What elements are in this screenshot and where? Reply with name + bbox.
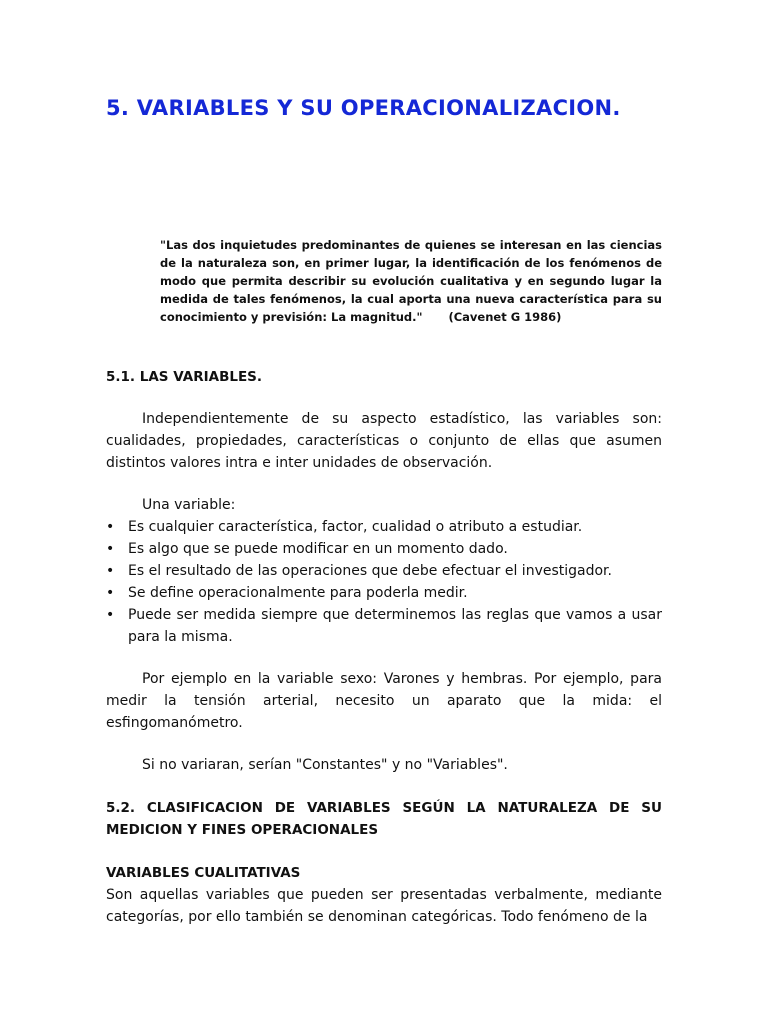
example-paragraph: Por ejemplo en la variable sexo: Varones y hembras. Por ejemplo, para medir la tensión arterial, necesito un aparato que la mida: el esfingomanómetro. xyxy=(106,671,662,731)
subheading-qualitative: VARIABLES CUALITATIVAS xyxy=(106,865,301,881)
list-item: • Es algo que se puede modificar en un momento dado. xyxy=(106,538,662,560)
quote-text: "Las dos inquietudes predominantes de quienes se interesan en las ciencias de la naturaleza son, en primer lugar, la identificación de los fenómenos de modo que permita describir su evolución cualitativa y en segundo lugar la medida de tales fenómenos, la cual aporta una nueva característica para su conocimiento y previsión: La magnitud." xyxy=(160,238,662,324)
list-item: • Es el resultado de las operaciones que debe efectuar el investigador. xyxy=(106,560,662,582)
qualitative-paragraph: Son aquellas variables que pueden ser presentadas verbalmente, mediante categorías, por ello también se denominan categóricas. Todo fenómeno de la xyxy=(106,887,662,925)
list-item: • Puede ser medida siempre que determinemos las reglas que vamos a usar para la misma. xyxy=(106,604,662,648)
epigraph-quote xyxy=(160,236,662,326)
constants-note: Si no variaran, serían "Constantes" y no "Variables". xyxy=(142,757,508,773)
variable-characteristics-list xyxy=(106,516,662,648)
list-item: • Es cualquier característica, factor, cualidad o atributo a estudiar. xyxy=(106,516,662,538)
list-intro: Una variable: xyxy=(142,497,236,513)
list-item: • Se define operacionalmente para poderla medir. xyxy=(106,582,662,604)
document-title: 5. VARIABLES Y SU OPERACIONALIZACION. xyxy=(106,96,621,120)
section-heading-5-2: 5.2. CLASIFICACION DE VARIABLES SEGÚN LA NATURALEZA DE SU MEDICION Y FINES OPERACIONALES xyxy=(106,800,662,838)
quote-citation: (Cavenet G 1986) xyxy=(448,310,562,324)
variables-definition-paragraph: Independientemente de su aspecto estadístico, las variables son: cualidades, propiedades, características o conjunto de ellas que asumen distintos valores intra e inter unidades de observación. xyxy=(106,411,662,471)
section-heading-5-1: 5.1. LAS VARIABLES. xyxy=(106,369,263,385)
